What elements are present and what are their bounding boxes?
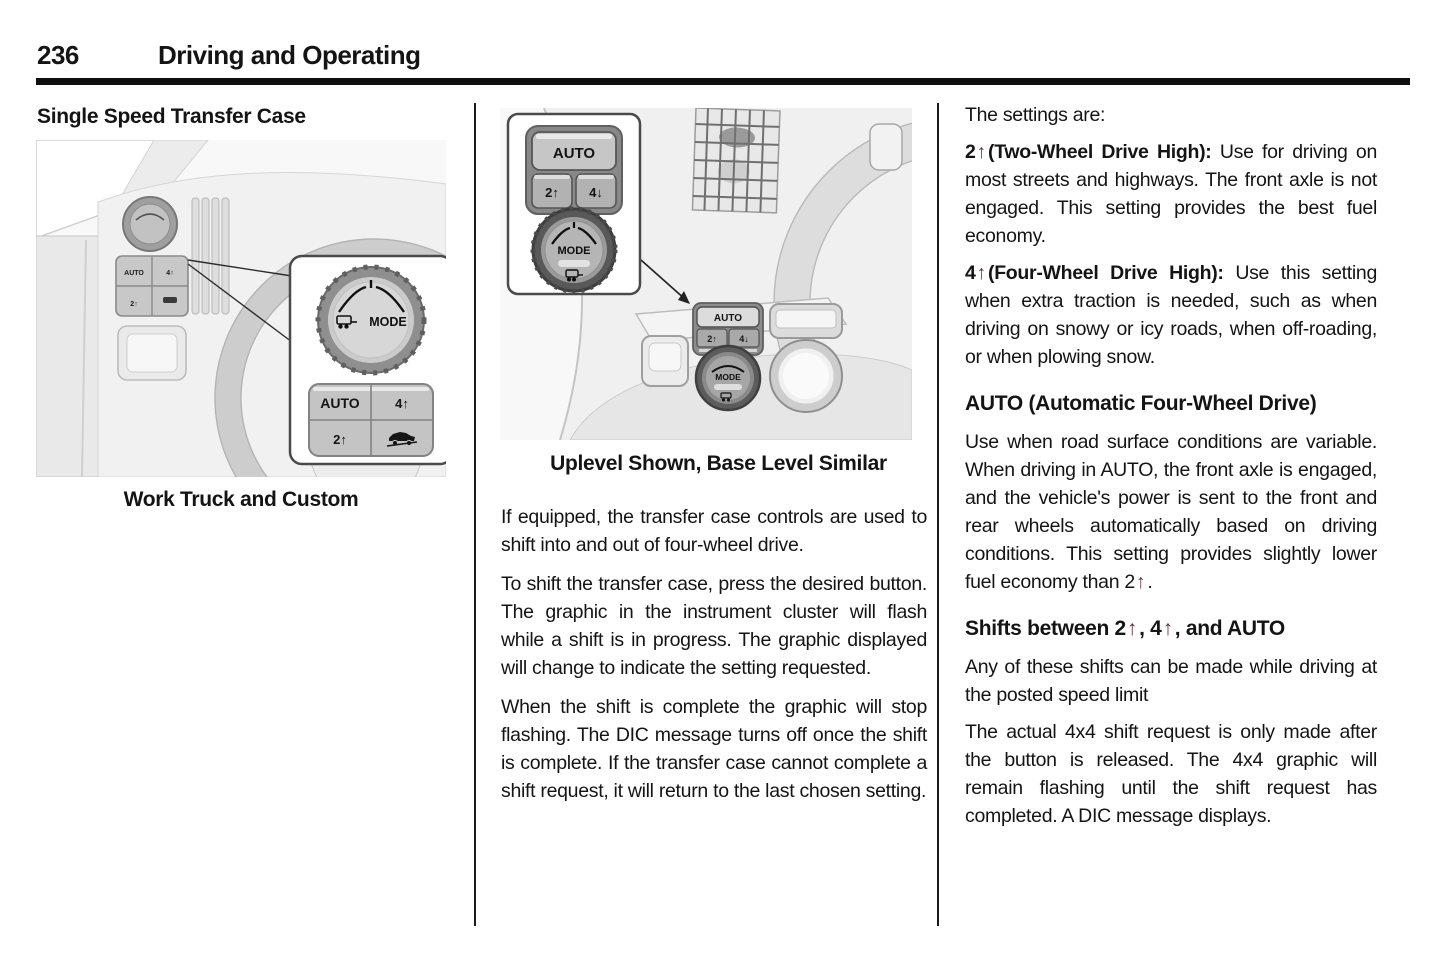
four-wheel-drive-high-definition xyxy=(965,259,1377,371)
shifts-paragraph: Any of these shifts can be made while driving at the posted speed limit xyxy=(965,656,1377,706)
offroad-truck-icon xyxy=(163,297,177,303)
up-arrow-symbol: ↑ xyxy=(1135,571,1146,593)
auto-section-body xyxy=(965,428,1377,596)
page-number: 236 xyxy=(37,40,79,70)
auto-button-label: AUTO xyxy=(713,313,743,324)
wheel-switch-shape xyxy=(870,124,902,170)
mode-dial-label: MODE xyxy=(557,245,591,257)
shifts-heading-text: , and AUTO xyxy=(1174,617,1285,640)
auto-body-period: . xyxy=(1147,571,1153,593)
up-arrow-symbol: ↑ xyxy=(1162,617,1173,640)
column-divider xyxy=(474,103,476,926)
auto-button-label: AUTO xyxy=(320,395,360,411)
auto-button-label: AUTO xyxy=(552,145,596,162)
section-heading-auto: AUTO (Automatic Four-Wheel Drive) xyxy=(965,392,1317,415)
auto-body-text: Use when road surface conditions are variable. When driving in AUTO, the front axle is engaged, and the vehicle's power is sent to the front and rear wheels automatically based on driving conditions. This setting provides slightly lower fuel economy than 2 xyxy=(965,431,1377,593)
transfer-case-controls-small xyxy=(116,197,188,380)
term-four-high-name: (Four-Wheel Drive High): xyxy=(988,262,1224,284)
transfer-case-controls-inset xyxy=(508,114,640,294)
paragraph: To shift the transfer case, press the desired button. The graphic in the instrument cluster will flash while a shift is in progress. The graphic displayed will change to indicate the setting requested. xyxy=(501,573,927,679)
work-truck-illustration xyxy=(36,140,446,477)
figure-caption-work-truck: Work Truck and Custom xyxy=(123,488,359,511)
two-high-button-label: 2↑ xyxy=(545,185,559,200)
term-two-high: 2 xyxy=(965,141,976,163)
up-arrow-symbol: ↑ xyxy=(1126,617,1138,640)
term-two-high-name: (Two-Wheel Drive High): xyxy=(988,141,1212,163)
term-two-high-desc: Use for driving on most streets and highways. The front axle is not engaged. This setting provides the best fuel economy. xyxy=(965,141,1377,247)
auto-button-label: AUTO xyxy=(124,270,144,277)
header-rule xyxy=(36,78,1410,85)
term-four-high-desc: Use this setting when extra traction is needed, such as when driving on snowy or icy roads, when off-roading, or when plowing snow. xyxy=(965,262,1377,368)
uplevel-illustration xyxy=(500,108,912,440)
right-column-text xyxy=(965,101,1377,839)
two-high-button-label: 2↑ xyxy=(333,432,347,447)
figure-work-truck-dashboard xyxy=(36,140,446,477)
paragraph: When the shift is complete the graphic will stop flashing. The DIC message turns off once the shift is complete. If the transfer case cannot complete a shift request, it will return to the last chosen setting. xyxy=(501,696,927,802)
figure-uplevel-console xyxy=(500,108,912,440)
paragraph: If equipped, the transfer case controls are used to shift into and out of four-wheel drive. xyxy=(501,506,927,556)
settings-intro: The settings are: xyxy=(965,104,1106,126)
section-heading-shifts xyxy=(965,615,1377,643)
two-high-button-label: 2↑ xyxy=(707,334,717,344)
transfer-case-controls-inset xyxy=(290,256,446,464)
door-panel-shape xyxy=(36,236,98,477)
up-arrow-symbol: ↑ xyxy=(976,262,986,284)
transfer-case-controls-main xyxy=(693,303,763,410)
four-low-button-label: 4↓ xyxy=(739,334,749,344)
two-high-button-label: 2↑ xyxy=(130,301,138,308)
air-vent-grille xyxy=(692,108,780,213)
column-divider xyxy=(937,103,939,926)
figure-caption-uplevel: Uplevel Shown, Base Level Similar xyxy=(550,452,887,475)
section-heading-single-speed-transfer-case: Single Speed Transfer Case xyxy=(37,105,306,128)
term-four-high: 4 xyxy=(965,262,976,284)
four-high-button-label: 4↑ xyxy=(395,396,409,411)
chapter-title: Driving and Operating xyxy=(158,40,421,70)
shifts-heading-text: , 4 xyxy=(1139,617,1162,640)
shifts-heading-text: Shifts between 2 xyxy=(965,617,1126,640)
middle-column-text xyxy=(501,503,927,816)
mode-dial-label: MODE xyxy=(369,315,407,329)
shifts-paragraph: The actual 4x4 shift request is only made after the button is released. The 4x4 graphic will remain flashing until the shift request has completed. A DIC message displays. xyxy=(965,721,1377,827)
mode-dial-label: MODE xyxy=(715,372,741,382)
two-wheel-drive-high-definition xyxy=(965,138,1377,250)
four-high-button-label: 4↑ xyxy=(166,270,174,277)
four-low-button-label: 4↓ xyxy=(589,185,603,200)
up-arrow-symbol: ↑ xyxy=(976,141,986,163)
